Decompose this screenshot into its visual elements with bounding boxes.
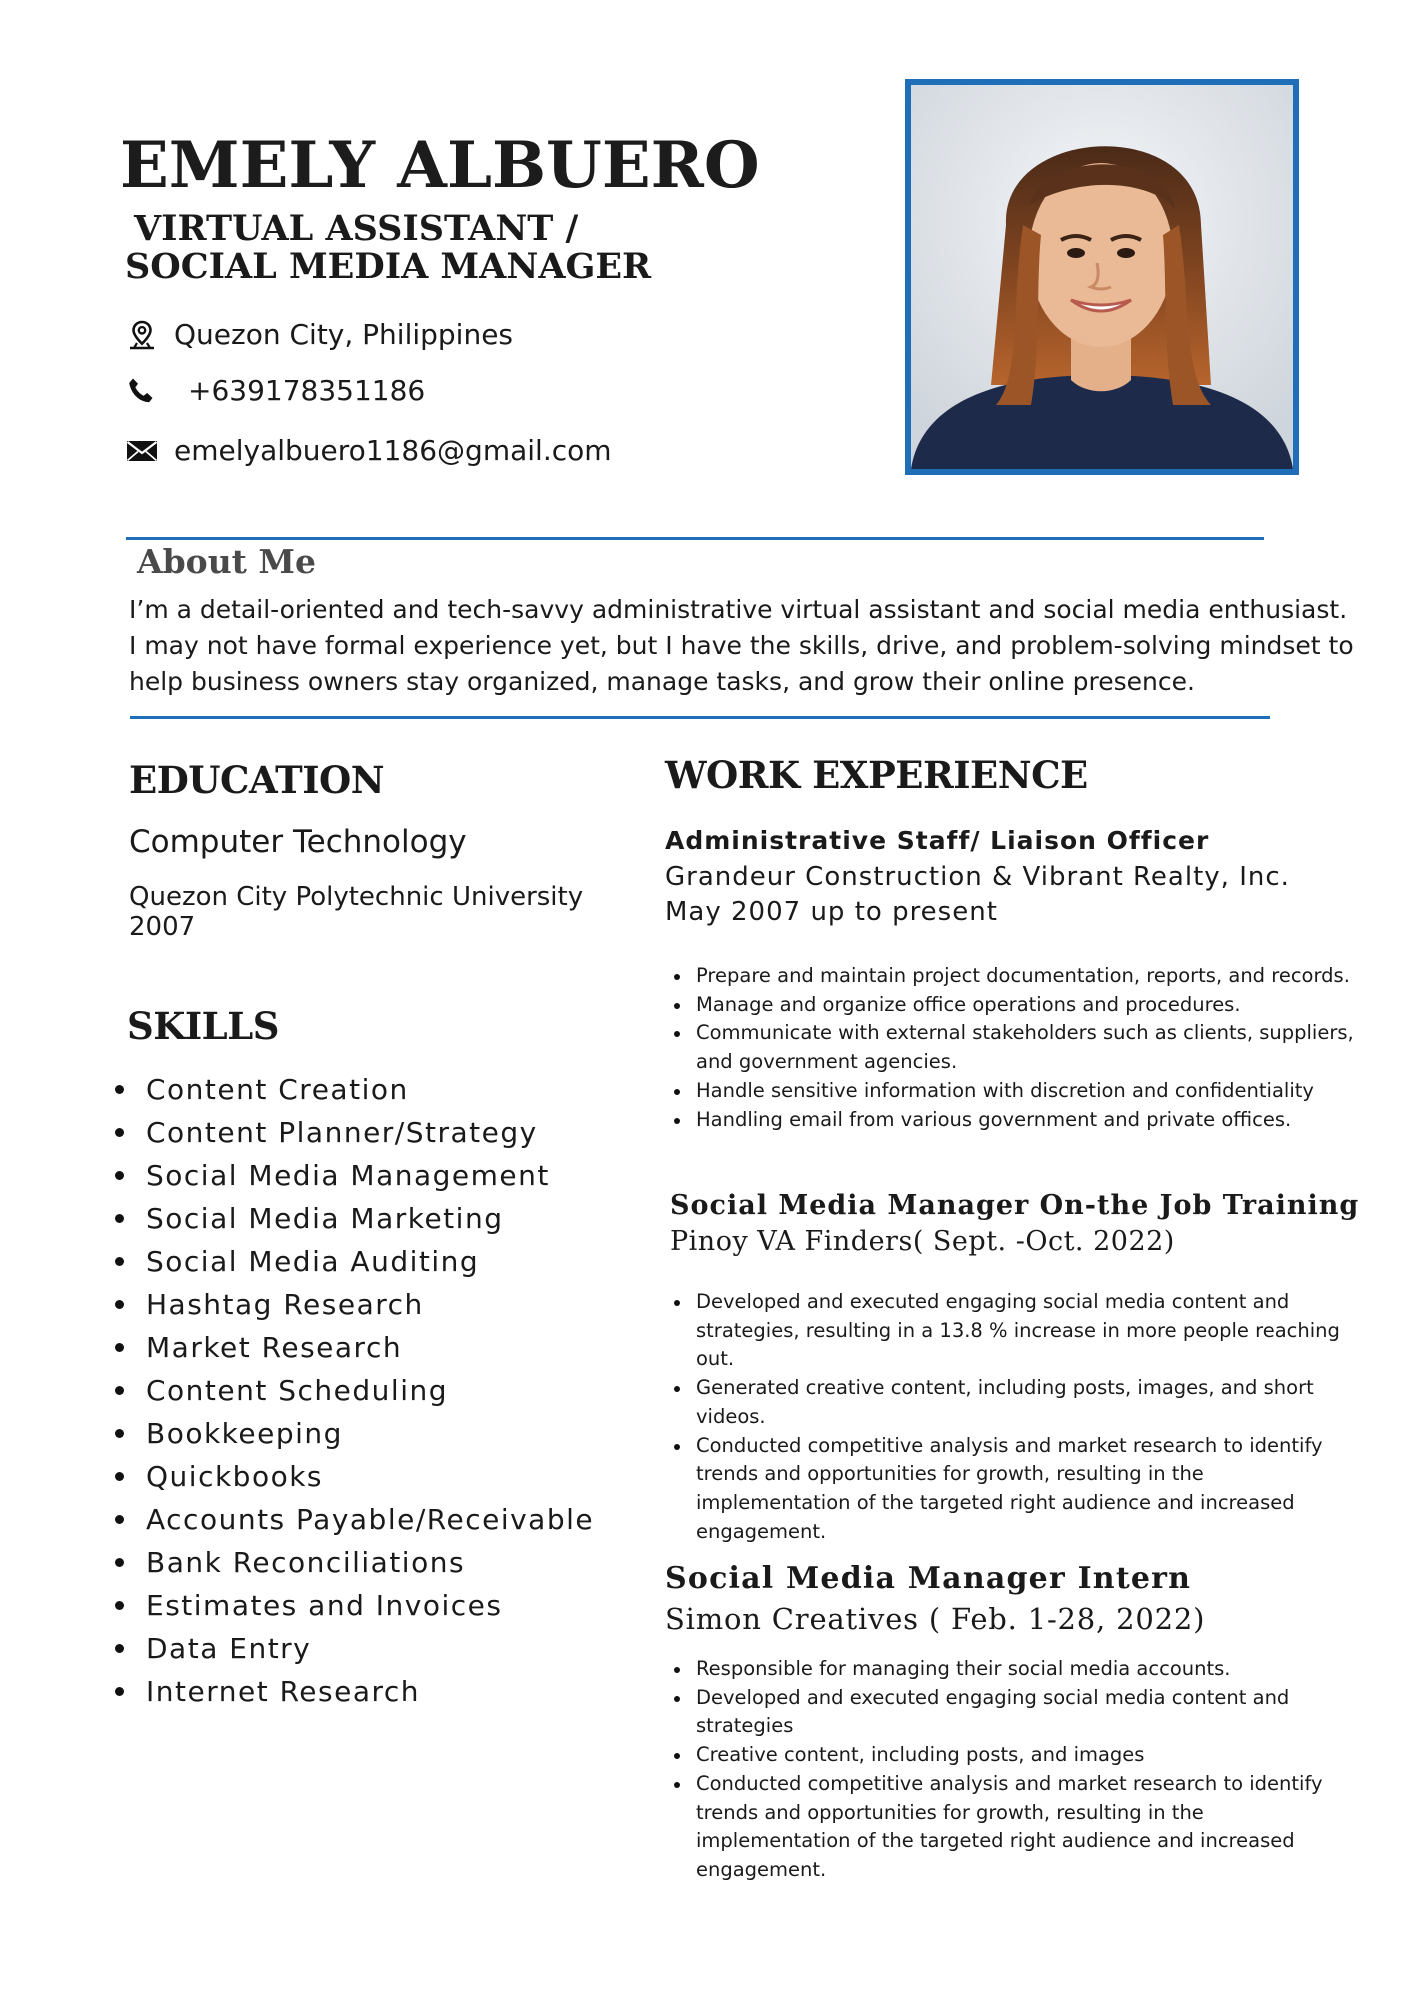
bullet-icon bbox=[115, 1515, 124, 1524]
phone-text: +639178351186 bbox=[188, 374, 426, 407]
about-line: I’m a detail-oriented and tech-savvy administrative virtual assistant and social media enthusiast. bbox=[129, 595, 1348, 624]
skill-item bbox=[111, 1670, 594, 1713]
bullet-line: Generated creative content, including posts, images, and short bbox=[696, 1376, 1314, 1400]
bullet-icon bbox=[115, 1644, 124, 1653]
bullet-icon bbox=[115, 1386, 124, 1395]
skill-item bbox=[111, 1412, 594, 1455]
about-text bbox=[129, 592, 1354, 700]
work-heading: WORK EXPERIENCE bbox=[665, 753, 1088, 797]
skill-label: Social Media Marketing bbox=[146, 1202, 504, 1235]
profile-photo bbox=[905, 79, 1299, 475]
bullet-line: engagement. bbox=[696, 1519, 827, 1543]
job-bullets bbox=[668, 962, 1354, 1134]
bullet-icon bbox=[115, 1343, 124, 1352]
skill-label: Bookkeeping bbox=[146, 1417, 343, 1450]
education-year: 2007 bbox=[129, 912, 196, 942]
bullet-icon bbox=[115, 1257, 124, 1266]
bullet-icon bbox=[115, 1558, 124, 1567]
skill-item bbox=[111, 1240, 594, 1283]
email-text: emelyalbuero1186@gmail.com bbox=[174, 434, 612, 467]
skill-item bbox=[111, 1498, 594, 1541]
skill-label: Social Media Management bbox=[146, 1159, 550, 1192]
bullet-icon bbox=[115, 1472, 124, 1481]
skill-label: Bank Reconciliations bbox=[146, 1546, 466, 1579]
skill-label: Quickbooks bbox=[146, 1460, 324, 1493]
contact-email bbox=[126, 434, 612, 467]
education-degree: Computer Technology bbox=[129, 824, 467, 860]
skill-item bbox=[111, 1283, 594, 1326]
bullet-line: trends and opportunities for growth, resulting in the bbox=[696, 1800, 1204, 1824]
skill-item bbox=[111, 1111, 594, 1154]
job-title: Social Media Manager On-the Job Training bbox=[670, 1190, 1360, 1221]
bullet-item bbox=[668, 1374, 1340, 1431]
skills-list bbox=[111, 1068, 594, 1713]
skills-heading: SKILLS bbox=[127, 1004, 279, 1048]
job-title: Social Media Manager Intern bbox=[665, 1561, 1192, 1596]
bullet-icon bbox=[115, 1128, 124, 1137]
bullet-icon bbox=[115, 1429, 124, 1438]
bullet-line: Prepare and maintain project documentation, reports, and records. bbox=[696, 964, 1350, 987]
bullet-line: Conducted competitive analysis and market research to identify bbox=[696, 1433, 1323, 1457]
bullet-line: engagement. bbox=[696, 1857, 827, 1881]
bullet-line: Handle sensitive information with discretion and confidentiality bbox=[696, 1078, 1314, 1102]
skill-item bbox=[111, 1326, 594, 1369]
skill-item bbox=[111, 1627, 594, 1670]
skill-label: Estimates and Invoices bbox=[146, 1589, 503, 1622]
skill-label: Social Media Auditing bbox=[146, 1245, 480, 1278]
map-pin-icon bbox=[126, 319, 158, 351]
job-bullets bbox=[668, 1288, 1340, 1546]
skill-item bbox=[111, 1541, 594, 1584]
skill-item bbox=[111, 1197, 594, 1240]
skill-item bbox=[111, 1369, 594, 1412]
contact-location bbox=[126, 318, 513, 351]
divider-top bbox=[126, 537, 1264, 540]
job-dates: May 2007 up to present bbox=[665, 897, 998, 927]
bullet-item bbox=[668, 1019, 1354, 1076]
job-role-line-2: SOCIAL MEDIA MANAGER bbox=[125, 246, 652, 287]
resume-name: EMELY ALBUERO bbox=[120, 128, 760, 203]
skill-label: Data Entry bbox=[146, 1632, 312, 1665]
bullet-icon bbox=[115, 1171, 124, 1180]
bullet-icon bbox=[115, 1300, 124, 1309]
divider-bottom bbox=[130, 716, 1270, 719]
skill-label: Content Scheduling bbox=[146, 1374, 448, 1407]
bullet-item bbox=[668, 1655, 1323, 1684]
job-company: Pinoy VA Finders( Sept. -Oct. 2022) bbox=[670, 1226, 1175, 1257]
skill-label: Content Planner/Strategy bbox=[146, 1116, 538, 1149]
bullet-icon bbox=[115, 1085, 124, 1094]
bullet-line: videos. bbox=[696, 1404, 766, 1428]
skill-item bbox=[111, 1584, 594, 1627]
bullet-line: Communicate with external stakeholders such as clients, suppliers, bbox=[696, 1021, 1354, 1045]
bullet-line: strategies, resulting in a 13.8 % increase in more people reaching bbox=[696, 1318, 1340, 1342]
contact-phone bbox=[126, 374, 425, 407]
bullet-line: out. bbox=[696, 1347, 735, 1371]
bullet-line: Creative content, including posts, and images bbox=[696, 1743, 1145, 1767]
bullet-line: Manage and organize office operations and procedures. bbox=[696, 992, 1241, 1016]
skill-item bbox=[111, 1154, 594, 1197]
bullet-icon bbox=[115, 1601, 124, 1610]
phone-icon bbox=[126, 375, 158, 407]
bullet-item bbox=[668, 1288, 1340, 1374]
bullet-line: Conducted competitive analysis and market research to identify bbox=[696, 1771, 1323, 1795]
bullet-item bbox=[668, 962, 1354, 991]
about-line: I may not have formal experience yet, but I have the skills, drive, and problem-solving mindset to bbox=[129, 631, 1354, 660]
skill-label: Content Creation bbox=[146, 1073, 409, 1106]
bullet-line: and government agencies. bbox=[696, 1050, 958, 1074]
skill-item bbox=[111, 1068, 594, 1111]
about-heading: About Me bbox=[137, 542, 316, 581]
bullet-item bbox=[668, 1432, 1340, 1547]
job-bullets bbox=[668, 1655, 1323, 1885]
skill-label: Market Research bbox=[146, 1331, 403, 1364]
location-text: Quezon City, Philippines bbox=[174, 318, 514, 351]
bullet-item bbox=[668, 1077, 1354, 1106]
skill-label: Internet Research bbox=[146, 1675, 421, 1708]
skill-label: Accounts Payable/Receivable bbox=[146, 1503, 595, 1536]
about-line: help business owners stay organized, manage tasks, and grow their online presence. bbox=[129, 667, 1195, 696]
bullet-line: implementation of the targeted right audience and increased bbox=[696, 1829, 1295, 1853]
education-heading: EDUCATION bbox=[129, 758, 385, 802]
bullet-line: trends and opportunities for growth, resulting in the bbox=[696, 1462, 1204, 1486]
bullet-line: Developed and executed engaging social media content and bbox=[696, 1685, 1290, 1709]
education-school: Quezon City Polytechnic University bbox=[129, 882, 584, 912]
bullet-item bbox=[668, 1106, 1354, 1135]
bullet-line: strategies bbox=[696, 1714, 794, 1738]
bullet-line: Handling email from various government and private offices. bbox=[696, 1107, 1292, 1131]
bullet-item bbox=[668, 1741, 1323, 1770]
bullet-item bbox=[668, 991, 1354, 1020]
bullet-line: Developed and executed engaging social media content and bbox=[696, 1290, 1290, 1313]
job-company: Simon Creatives ( Feb. 1-28, 2022) bbox=[665, 1602, 1206, 1636]
job-role-line-1: VIRTUAL ASSISTANT / bbox=[134, 208, 579, 249]
bullet-icon bbox=[115, 1214, 124, 1223]
job-company: Grandeur Construction & Vibrant Realty, Inc. bbox=[665, 862, 1290, 892]
portrait-photo bbox=[911, 85, 1293, 469]
bullet-icon bbox=[115, 1687, 124, 1696]
bullet-line: implementation of the targeted right audience and increased bbox=[696, 1490, 1295, 1514]
skill-label: Hashtag Research bbox=[146, 1288, 424, 1321]
job-title: Administrative Staff/ Liaison Officer bbox=[665, 826, 1210, 855]
bullet-line: Responsible for managing their social media accounts. bbox=[696, 1657, 1231, 1680]
envelope-icon bbox=[126, 435, 158, 467]
skill-item bbox=[111, 1455, 594, 1498]
bullet-item bbox=[668, 1770, 1323, 1885]
bullet-item bbox=[668, 1684, 1323, 1741]
